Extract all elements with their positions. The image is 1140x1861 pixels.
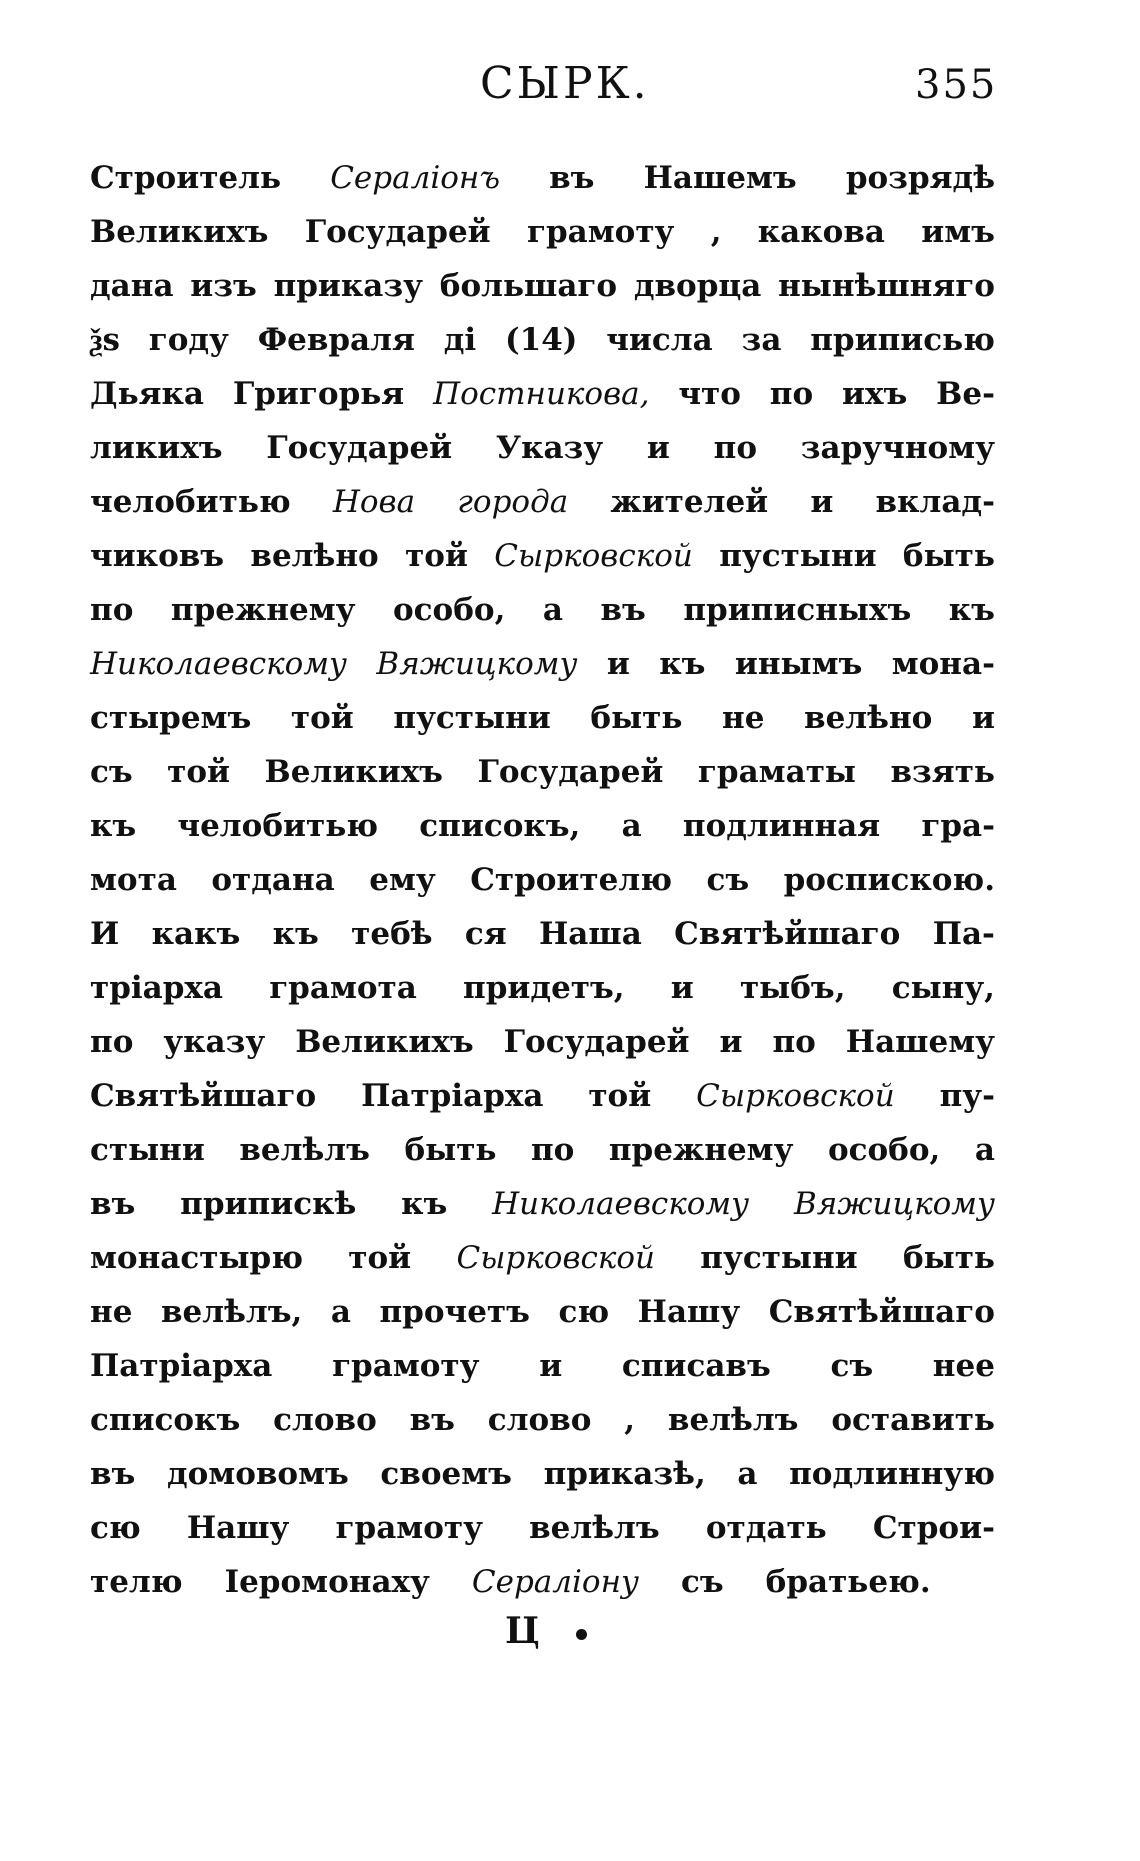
word: быть bbox=[902, 1240, 995, 1276]
text-line bbox=[90, 916, 995, 970]
word: телю bbox=[90, 1564, 183, 1600]
word: пу- bbox=[939, 1078, 995, 1114]
word: взять bbox=[890, 754, 995, 790]
word: а bbox=[542, 592, 563, 628]
word: велѣлъ bbox=[239, 1132, 370, 1168]
word: Государей bbox=[266, 430, 453, 466]
word: Николаевскому bbox=[492, 1186, 750, 1222]
word: И bbox=[90, 916, 120, 952]
word: ді bbox=[443, 322, 477, 358]
word: слово bbox=[487, 1402, 592, 1438]
word: Нашему bbox=[845, 1024, 995, 1060]
word: пустыни bbox=[719, 538, 877, 574]
word: въ bbox=[549, 160, 595, 196]
word: ся bbox=[464, 916, 507, 952]
word: въ bbox=[90, 1456, 136, 1492]
word: къ bbox=[401, 1186, 448, 1222]
word: а bbox=[737, 1456, 758, 1492]
word: Па- bbox=[932, 916, 995, 952]
word: слово bbox=[273, 1402, 377, 1438]
word: грамоту bbox=[526, 214, 675, 250]
word: по bbox=[772, 1024, 816, 1060]
word: той bbox=[167, 754, 231, 790]
text-line bbox=[90, 1402, 995, 1456]
word: къ bbox=[272, 916, 319, 952]
word: велѣлъ bbox=[529, 1510, 660, 1546]
body-text bbox=[90, 160, 995, 1618]
word: нынѣшняго bbox=[778, 268, 995, 304]
word: дворца bbox=[633, 268, 762, 304]
word: сю bbox=[90, 1510, 141, 1546]
word: сю bbox=[558, 1294, 610, 1330]
word: и bbox=[646, 430, 670, 466]
word: монастырю bbox=[90, 1240, 304, 1276]
word: , bbox=[710, 214, 722, 250]
word: Вяжицкому bbox=[793, 1186, 995, 1222]
word: челобитью bbox=[90, 484, 291, 520]
word: по bbox=[769, 376, 814, 412]
word: къ bbox=[659, 646, 706, 682]
word: и bbox=[971, 700, 995, 736]
word: приписью bbox=[810, 322, 995, 358]
text-line bbox=[90, 1456, 995, 1510]
word: велѣно bbox=[804, 700, 933, 736]
word: Святѣйшаго bbox=[768, 1294, 995, 1330]
word: Великихъ bbox=[264, 754, 443, 790]
word: списавъ bbox=[621, 1348, 771, 1384]
word: не bbox=[90, 1294, 133, 1330]
word: приказѣ, bbox=[543, 1456, 706, 1492]
word: (14) bbox=[504, 322, 578, 358]
word: Великихъ bbox=[90, 214, 269, 250]
word: списокъ bbox=[90, 1402, 241, 1438]
text-line bbox=[90, 1024, 995, 1078]
text-line bbox=[90, 1078, 995, 1132]
word: Вяжицкому bbox=[376, 646, 578, 682]
word: припискѣ bbox=[180, 1186, 357, 1222]
word: стыни bbox=[90, 1132, 205, 1168]
word: прежнему bbox=[170, 592, 356, 628]
text-line bbox=[90, 538, 995, 592]
word: году bbox=[148, 322, 229, 358]
word: за bbox=[741, 322, 782, 358]
word: оставить bbox=[831, 1402, 995, 1438]
word: граматы bbox=[697, 754, 856, 790]
word: какъ bbox=[151, 916, 241, 952]
text-line bbox=[90, 430, 995, 484]
word: Государей bbox=[503, 1024, 690, 1060]
text-line bbox=[90, 268, 995, 322]
word: жителей bbox=[610, 484, 769, 520]
word: пустыни bbox=[393, 700, 551, 736]
word: ликихъ bbox=[90, 430, 223, 466]
word: тыбъ, bbox=[739, 970, 846, 1006]
word: пустыни bbox=[700, 1240, 858, 1276]
word: Сырковской bbox=[696, 1078, 895, 1114]
word: той bbox=[405, 538, 468, 574]
word: Патрiарха bbox=[90, 1348, 273, 1384]
text-line bbox=[90, 376, 995, 430]
word: подлинная bbox=[682, 808, 881, 844]
text-line bbox=[90, 754, 995, 808]
word: и bbox=[810, 484, 834, 520]
word: заручному bbox=[800, 430, 995, 466]
word: Патрiарха bbox=[361, 1078, 544, 1114]
text-line bbox=[90, 1186, 995, 1240]
text-line bbox=[90, 1132, 995, 1186]
word: прочетъ bbox=[379, 1294, 530, 1330]
word: дана bbox=[90, 268, 174, 304]
word: и bbox=[670, 970, 694, 1006]
word: ѯѕ bbox=[90, 322, 120, 358]
word: отдать bbox=[705, 1510, 827, 1546]
word: приказу bbox=[273, 268, 424, 304]
word: быть bbox=[902, 538, 995, 574]
word: Дьяка bbox=[90, 376, 204, 412]
word: по bbox=[90, 1024, 134, 1060]
word: въ bbox=[600, 592, 646, 628]
word: Указу bbox=[495, 430, 604, 466]
word: особо, bbox=[392, 592, 506, 628]
text-line bbox=[90, 862, 995, 916]
word: Григорья bbox=[232, 376, 405, 412]
word: Февраля bbox=[257, 322, 415, 358]
word: своемъ bbox=[380, 1456, 512, 1492]
word: придетъ, bbox=[463, 970, 625, 1006]
word: особо, bbox=[827, 1132, 941, 1168]
word: велѣлъ, bbox=[160, 1294, 303, 1330]
word: Сырковской bbox=[494, 538, 693, 574]
word: Нова bbox=[332, 484, 416, 520]
text-line bbox=[90, 322, 995, 376]
word: Святѣйшаго bbox=[674, 916, 901, 952]
word: Наша bbox=[539, 916, 642, 952]
word: какова bbox=[757, 214, 885, 250]
word: Святѣйшаго bbox=[90, 1078, 317, 1114]
text-line bbox=[90, 646, 995, 700]
word: Сералiонъ bbox=[330, 160, 500, 196]
word: изъ bbox=[190, 268, 257, 304]
word: быть bbox=[404, 1132, 497, 1168]
word: , bbox=[624, 1402, 636, 1438]
word: къ bbox=[90, 808, 137, 844]
word: что bbox=[678, 376, 741, 412]
text-line bbox=[90, 484, 995, 538]
word: Сырковской bbox=[456, 1240, 656, 1276]
word: списокъ, bbox=[419, 808, 581, 844]
word: большаго bbox=[439, 268, 618, 304]
word: прежнему bbox=[608, 1132, 794, 1168]
word: мона- bbox=[891, 646, 995, 682]
word: указу bbox=[163, 1024, 266, 1060]
text-line bbox=[90, 592, 995, 646]
word: грамоту bbox=[335, 1510, 483, 1546]
word: къ bbox=[948, 592, 995, 628]
word: Государей bbox=[304, 214, 491, 250]
text-line bbox=[90, 700, 995, 754]
word: а bbox=[974, 1132, 995, 1168]
word: чиковъ bbox=[90, 538, 225, 574]
page-number: 355 bbox=[915, 62, 998, 108]
word: челобитью bbox=[177, 808, 379, 844]
text-line bbox=[90, 1294, 995, 1348]
word: велѣно bbox=[250, 538, 379, 574]
catchword-letter: Ц bbox=[505, 1610, 546, 1652]
word: быть bbox=[590, 700, 683, 736]
word: Строи- bbox=[872, 1510, 995, 1546]
word: имъ bbox=[921, 214, 995, 250]
word: тебѣ bbox=[351, 916, 433, 952]
word: мота bbox=[90, 862, 177, 898]
word: ихъ bbox=[842, 376, 908, 412]
text-line bbox=[90, 1348, 995, 1402]
word: розрядѣ bbox=[845, 160, 995, 196]
word: той bbox=[588, 1078, 652, 1114]
word: стыремъ bbox=[90, 700, 252, 736]
text-line bbox=[90, 1240, 995, 1294]
word: Нашу bbox=[637, 1294, 741, 1330]
word: велѣлъ bbox=[667, 1402, 799, 1438]
word: грамоту bbox=[332, 1348, 480, 1384]
text-line bbox=[90, 970, 995, 1024]
word: Строитель bbox=[90, 160, 282, 196]
catchword bbox=[505, 1610, 587, 1652]
word: и bbox=[606, 646, 630, 682]
word: ему bbox=[369, 862, 436, 898]
word: Iеромонаху bbox=[224, 1564, 430, 1600]
word: города bbox=[457, 484, 569, 520]
word: съ bbox=[706, 862, 750, 898]
word: Нашу bbox=[186, 1510, 290, 1546]
signature-mark bbox=[576, 1629, 587, 1640]
word: сыну, bbox=[891, 970, 995, 1006]
word: числа bbox=[606, 322, 713, 358]
word: грамота bbox=[269, 970, 417, 1006]
word: а bbox=[330, 1294, 351, 1330]
text-line bbox=[90, 160, 995, 214]
text-line bbox=[90, 1510, 995, 1564]
word: той bbox=[290, 700, 354, 736]
word: Нашемъ bbox=[643, 160, 797, 196]
word: Николаевскому bbox=[90, 646, 348, 682]
word: и bbox=[539, 1348, 563, 1384]
word: Строителю bbox=[470, 862, 672, 898]
word: трiарха bbox=[90, 970, 223, 1006]
word: Ве- bbox=[936, 376, 995, 412]
word: гра- bbox=[921, 808, 995, 844]
word: роспискою. bbox=[783, 862, 995, 898]
word: въ bbox=[409, 1402, 455, 1438]
word: вклад- bbox=[875, 484, 995, 520]
running-head bbox=[0, 58, 1140, 118]
word: инымъ bbox=[734, 646, 863, 682]
word: братьею. bbox=[765, 1564, 931, 1600]
word: съ bbox=[680, 1564, 724, 1600]
word: приписныхъ bbox=[683, 592, 912, 628]
running-title: СЫРК. bbox=[480, 58, 650, 109]
word: Постникова, bbox=[433, 376, 650, 412]
word: нее bbox=[932, 1348, 995, 1384]
word: не bbox=[722, 700, 765, 736]
word: Государей bbox=[477, 754, 664, 790]
text-line bbox=[90, 808, 995, 862]
word: по bbox=[713, 430, 758, 466]
word: Великихъ bbox=[295, 1024, 474, 1060]
word: той bbox=[348, 1240, 412, 1276]
word: съ bbox=[830, 1348, 874, 1384]
word: съ bbox=[90, 754, 133, 790]
word: и bbox=[719, 1024, 743, 1060]
text-line bbox=[90, 214, 995, 268]
word: отдана bbox=[211, 862, 335, 898]
word: по bbox=[530, 1132, 575, 1168]
word: домовомъ bbox=[166, 1456, 349, 1492]
word: Сералiону bbox=[471, 1564, 639, 1600]
word: въ bbox=[90, 1186, 136, 1222]
word: а bbox=[621, 808, 642, 844]
word: по bbox=[90, 592, 134, 628]
word: подлинную bbox=[789, 1456, 995, 1492]
